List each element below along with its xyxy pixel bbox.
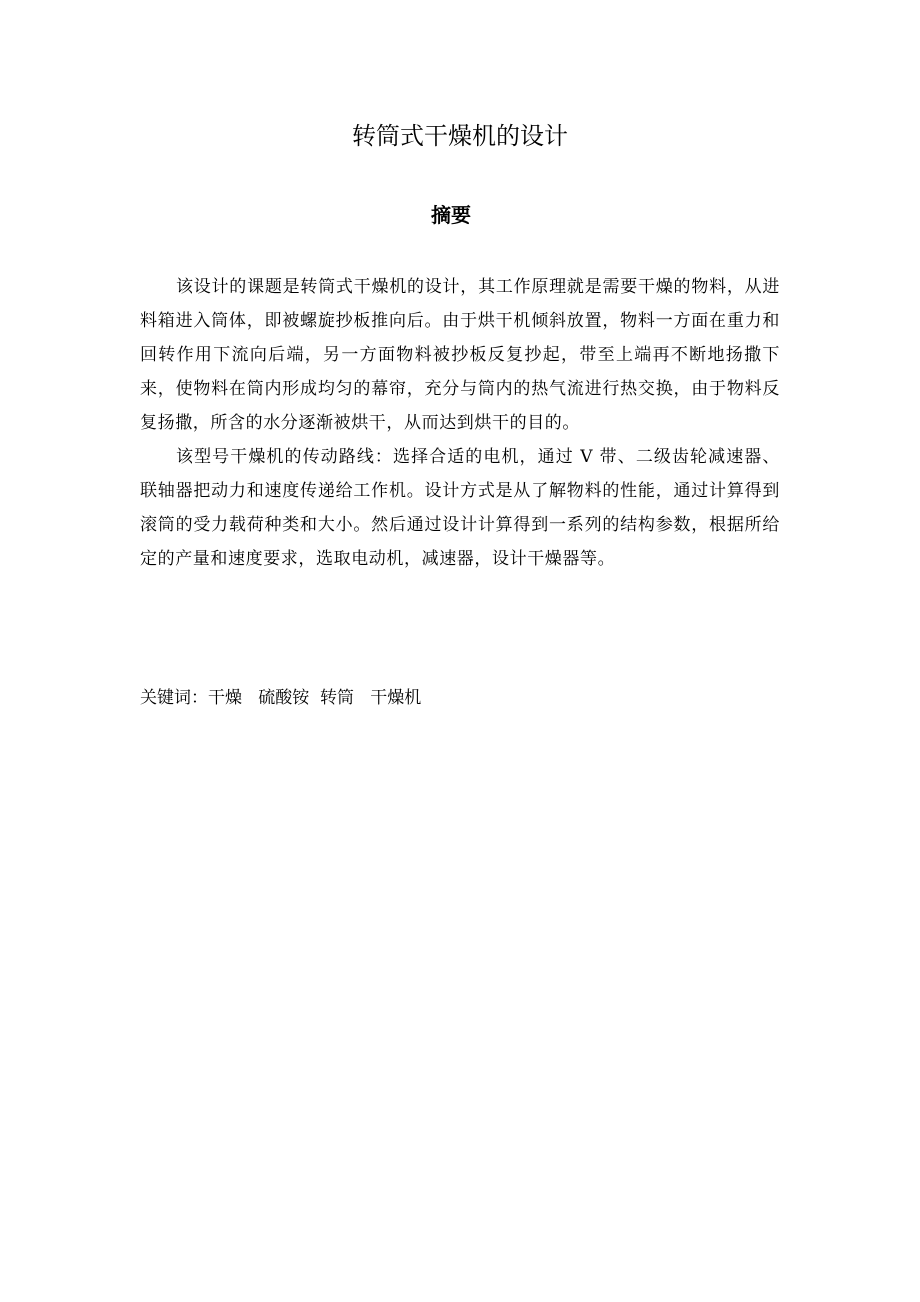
abstract-paragraph-2: 该型号干燥机的传动路线：选择合适的电机，通过 V 带、二级齿轮减速器、联轴器把动力和速度传递给工作机。设计方式是从了解物料的性能，通过计算得到滚筒的受力载荷种类和大小。然后通过设计计算得到一系列的结构参数，根据所给定的产量和速度要求，选取电动机，减速器，设计干燥器等。 — [140, 447, 780, 569]
abstract-body — [140, 270, 780, 576]
abstract-heading: 摘要 — [431, 203, 471, 227]
abstract-paragraph-1: 该设计的课题是转筒式干燥机的设计，其工作原理就是需要干燥的物料，从进料箱进入筒体，即被螺旋抄板推向后。由于烘干机倾斜放置，物料一方面在重力和回转作用下流向后端，另一方面物料被抄板反复抄起，带至上端再不断地扬撒下来，使物料在筒内形成均匀的幕帘，充分与筒内的热气流进行热交换，由于物料反复扬撒，所含的水分逐渐被烘干，从而达到烘干的目的。 — [140, 277, 780, 433]
document-title: 转筒式干燥机的设计 — [352, 122, 568, 150]
keywords-line: 关键词：干燥 硫酸铵 转筒 干燥机 — [140, 688, 422, 708]
